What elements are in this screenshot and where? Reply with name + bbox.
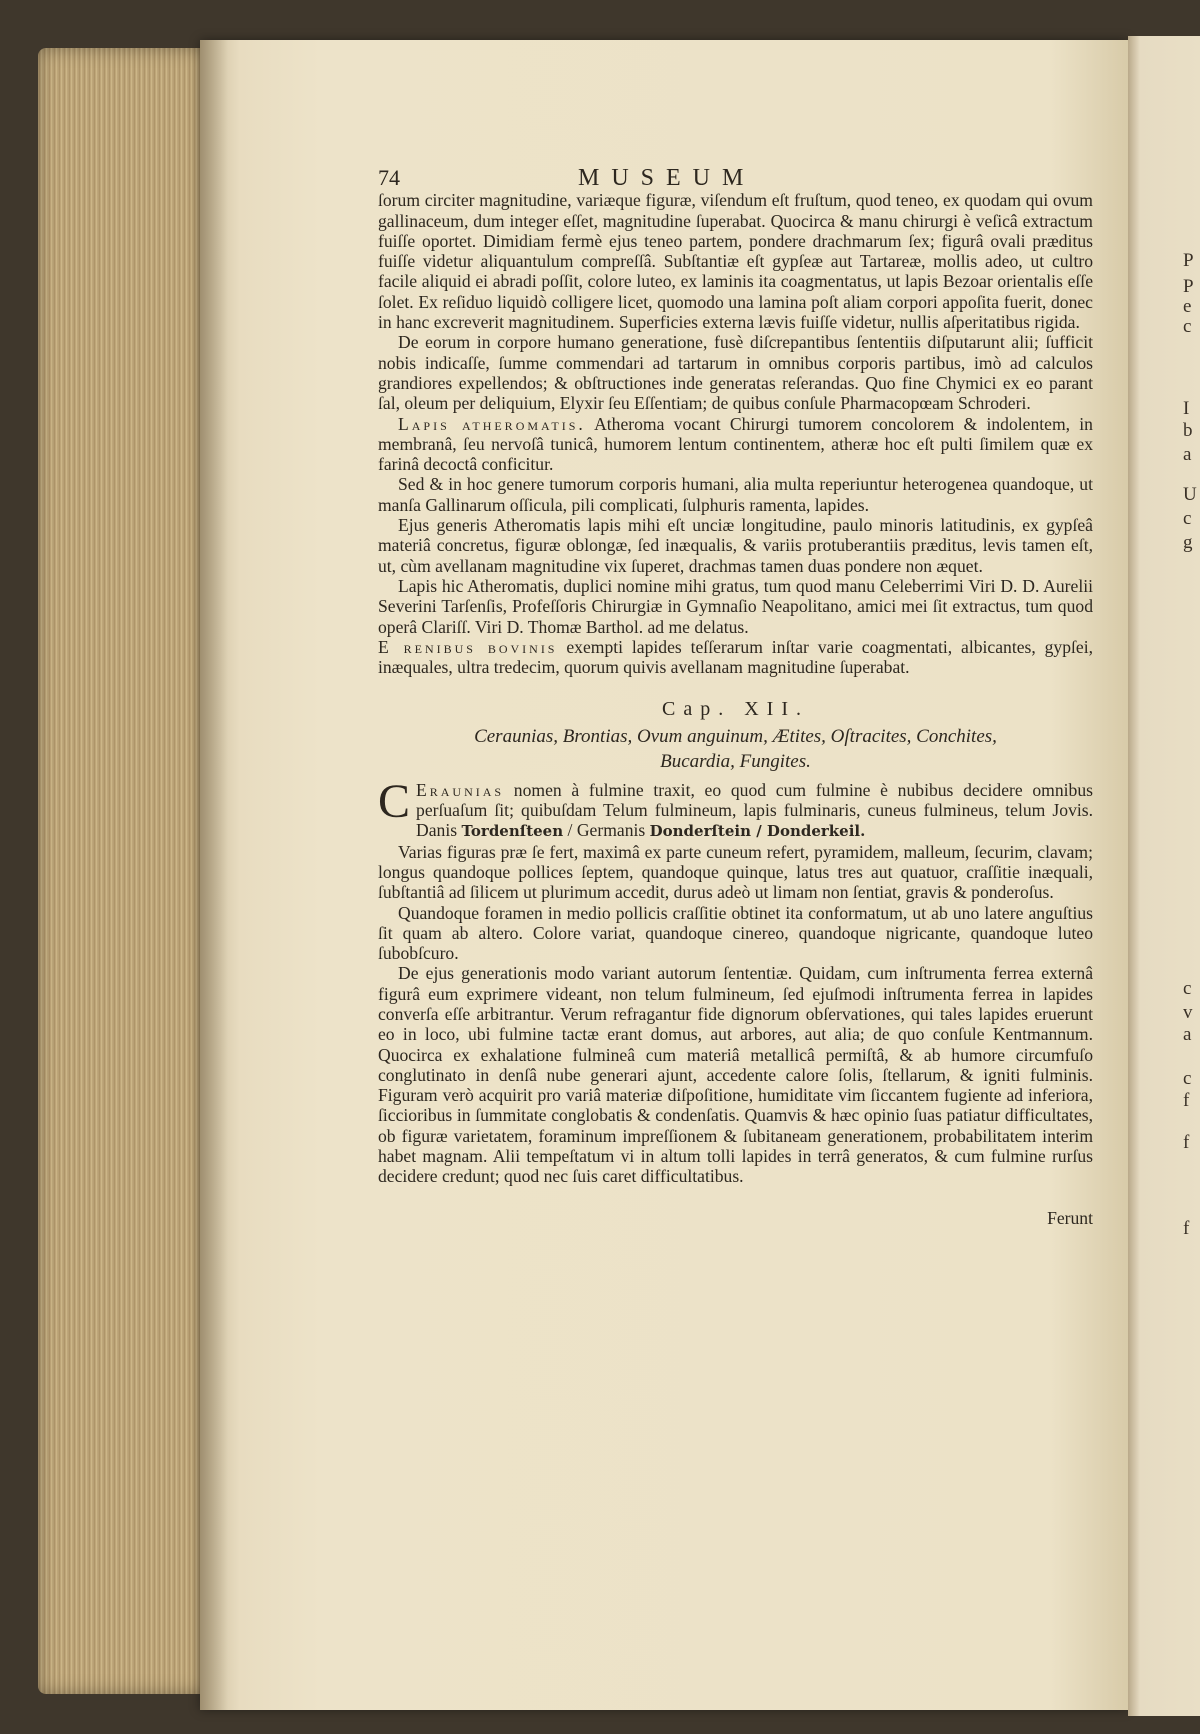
paragraph: Lapis hic Atheromatis, duplici nomine mihi gratus, tum quod manu Celeberrimi Viri D. D. Aurelii Severini Tarſenſis, Profeſſoris Chirurgiæ in Gymnaſio Neapolitano, amici mei ſit extractus, tum quod operâ Clariſſ. Viri D. Thomæ Barthol. ad me delatus. — [378, 575, 1093, 637]
paragraph-text: exempti lapides teſſerarum inſtar varie coagmentati, albicantes, gypſei, inæquales, ultra tredecim, quorum quivis avellanam magnitudine ſuperabat. — [378, 636, 1094, 678]
section-lead: Eraunias — [416, 779, 505, 800]
facing-letter: v — [1183, 1002, 1193, 1023]
paragraph: Ejus generis Atheromatis lapis mihi eſt unciæ longitudine, paulo minoris latitudinis, ex gypſeâ materiâ concretus, figuræ oblongæ, ſed inæqualis, & variis protuberantiis præditus, levis tamen eſt, ut, cùm avellanam magnitudine vix ſuperet, drachmas tamen duas pondere non æquet. — [378, 515, 1093, 576]
page-text-block — [378, 165, 1094, 1229]
facing-letter: P — [1183, 276, 1194, 297]
facing-letter: a — [1183, 444, 1192, 465]
chapter-heading: Cap. XII. — [662, 698, 809, 721]
paragraph — [378, 637, 1093, 678]
page-number: 74 — [378, 165, 400, 190]
paragraph: Quandoque foramen in medio pollicis craſſitie obtinet ita conformatum, ut ab uno latere anguſtius ſit quam ab altero. Colore variat, quandoque cinereo, quandoque nigricante, quandoque luteo ſubobſcuro. — [378, 902, 1093, 964]
facing-letter: g — [1183, 532, 1193, 553]
paragraph — [378, 774, 1093, 842]
paragraph: De eorum in corpore humano generatione, fusè diſcrepantibus ſententiis diſputarunt alii; ſufficit nobis indicaſſe, ſumme commendari ad tartarum in omnibus corporis partibus, imò ad calculos grandiores expellendos; & obſtructiones inde generatas reſerandas. Quo fine Chymici ex eo parant ſal, oleum per deliquium, Elyxir ſeu Eſſentiam; de quibus conſule Pharmacopœam Schroderi. — [378, 332, 1093, 414]
facing-letter: f — [1183, 1218, 1190, 1239]
chapter-title-line: Bucardia, Fungites. — [660, 750, 811, 772]
catchword: Ferunt — [1047, 1208, 1093, 1229]
facing-letter: I — [1183, 398, 1190, 419]
facing-letter: f — [1183, 1090, 1190, 1111]
page-gutter-shadow — [200, 40, 228, 1710]
german-term: Donderſtein / Donderkeil. — [649, 822, 866, 841]
facing-letter: c — [1183, 316, 1192, 337]
facing-letter: a — [1183, 1024, 1192, 1045]
section-lead: E renibus bovinis — [378, 636, 558, 657]
facing-letter: P — [1183, 250, 1194, 271]
paragraph: Varias figuras præ ſe fert, maximâ ex parte cuneum refert, pyramidem, malleum, ſecurim, clavam; longus quandoque pollices ſeptem, quandoque quinque, latus tres aut quatuor, craſſitie inæquali, ſubſtantiâ ad ſilicem ut plurimum accedit, durus adeò ut limam non ſentiat, gravis & ponderoſus. — [378, 841, 1093, 903]
paragraph-text: / Germanis — [563, 820, 650, 841]
paragraph: Sed & in hoc genere tumorum corporis humani, alia multa reperiuntur heterogenea quandoque, ut manſa Gallinarum oſſicula, pili complicati, ſulphuris ramenta, lapides. — [378, 474, 1093, 515]
page-header — [378, 165, 1093, 191]
facing-letter: c — [1183, 508, 1192, 529]
drop-cap: C — [378, 774, 411, 828]
chapter-title — [378, 724, 1093, 774]
facing-letter: b — [1183, 420, 1193, 441]
chapter-title-line: Ceraunias, Brontias, Ovum anguinum, Ætites, Oſtracites, Conchites, — [474, 725, 997, 747]
facing-letter: c — [1183, 978, 1192, 999]
book-page-edges — [38, 48, 208, 1694]
german-term: Tordenſteen — [461, 822, 564, 841]
facing-letter: e — [1183, 296, 1192, 317]
facing-letter: c — [1183, 1068, 1192, 1089]
facing-letter: U — [1183, 484, 1197, 505]
paragraph-text: nomen à fulmine traxit, eo quod cum fulmine è nubibus decidere omnibus perſuaſum ſit; quibuſdam Telum fulmineum, lapis fulminaris, cuneus fulmineus, telum Jovis. Danis — [416, 779, 1093, 841]
running-head: MUSEUM — [578, 165, 756, 191]
paragraph: ſorum circiter magnitudine, variæque figuræ, viſendum eſt fruſtum, quod teneo, ex quodam qui ovum gallinaceum, dum integer eſſet, magnitudine ſuperabat. Quocirca & manu chirurgi è veſicâ extractum fuiſſe oportet. Dimidiam fermè ejus teneo partem, pondere drachmarum ſex; figurâ ovali præditus fuiſſe videtur aliquantulum compreſſâ. Subſtantiæ eſt gypſeæ aut Tartareæ, mollis adeo, ut cultro facile aliquid ei abradi poſſit, colore luteo, ex laminis ita coagmentatus, ut lapis Bezoar orientalis eſſe ſolet. Ex reſiduo liquidò colligere licet, quomodo una lamina poſt aliam corpori appoſita fuerit, donec in hanc excreverit magnitudinem. Superficies externa lævis fuiſſe videtur, nullis aſperitatibus rigida. — [378, 190, 1093, 333]
paragraph — [378, 414, 1093, 475]
paragraph: De ejus generationis modo variant autorum ſententiæ. Quidam, cum inſtrumenta ferrea externâ figurâ eum exprimere videant, non telum fulmineum, ſed ejuſmodi inſtrumenta ferrea in lapides converſa eſſe arbitrantur. Verum refragantur fide dignorum obſervationes, qui tales lapides eruerunt eo in loco, ubi fulmine tactæ erant domus, aut arbores, aut alia; de quo conſule Kentmannum. Quocirca ex exhalatione fulmineâ cum materiâ metallicâ permiſtâ, & ab humore circumfuſo conglutinato in denſâ nube generari ajunt, accedente calore ſolis, ſtellarum, & igniti fulminis. Figuram verò acquirit pro variâ materiæ diſpoſitione, humiditate vim ſiccantem fugiente ad inferiora, ſiccioribus in ſummitate conglobatis & condenſatis. Quamvis & hæc opinio ſuas patiatur difficultates, ob figuræ varietatem, foraminum impreſſionem & ſubitaneam generationem, probabilitatem interim habet magnam. Alii tempeſtatum vi in altum tolli lapides in terrâ generatos, & cum fulmine rurſus decidere credunt; quod nec ſuis caret difficultatibus. — [378, 963, 1093, 1187]
paragraph-text: Atheroma vocant Chirurgi tumorem concolorem & indolentem, in membranâ, ſeu nervoſâ tunicâ, humorem lentum continentem, atheræ hoc eſt pulti ſimilem quæ ex farinâ decoctâ conficitur. — [378, 413, 1093, 475]
facing-letter: f — [1183, 1132, 1190, 1153]
section-lead: Lapis atheromatis. — [398, 413, 586, 434]
